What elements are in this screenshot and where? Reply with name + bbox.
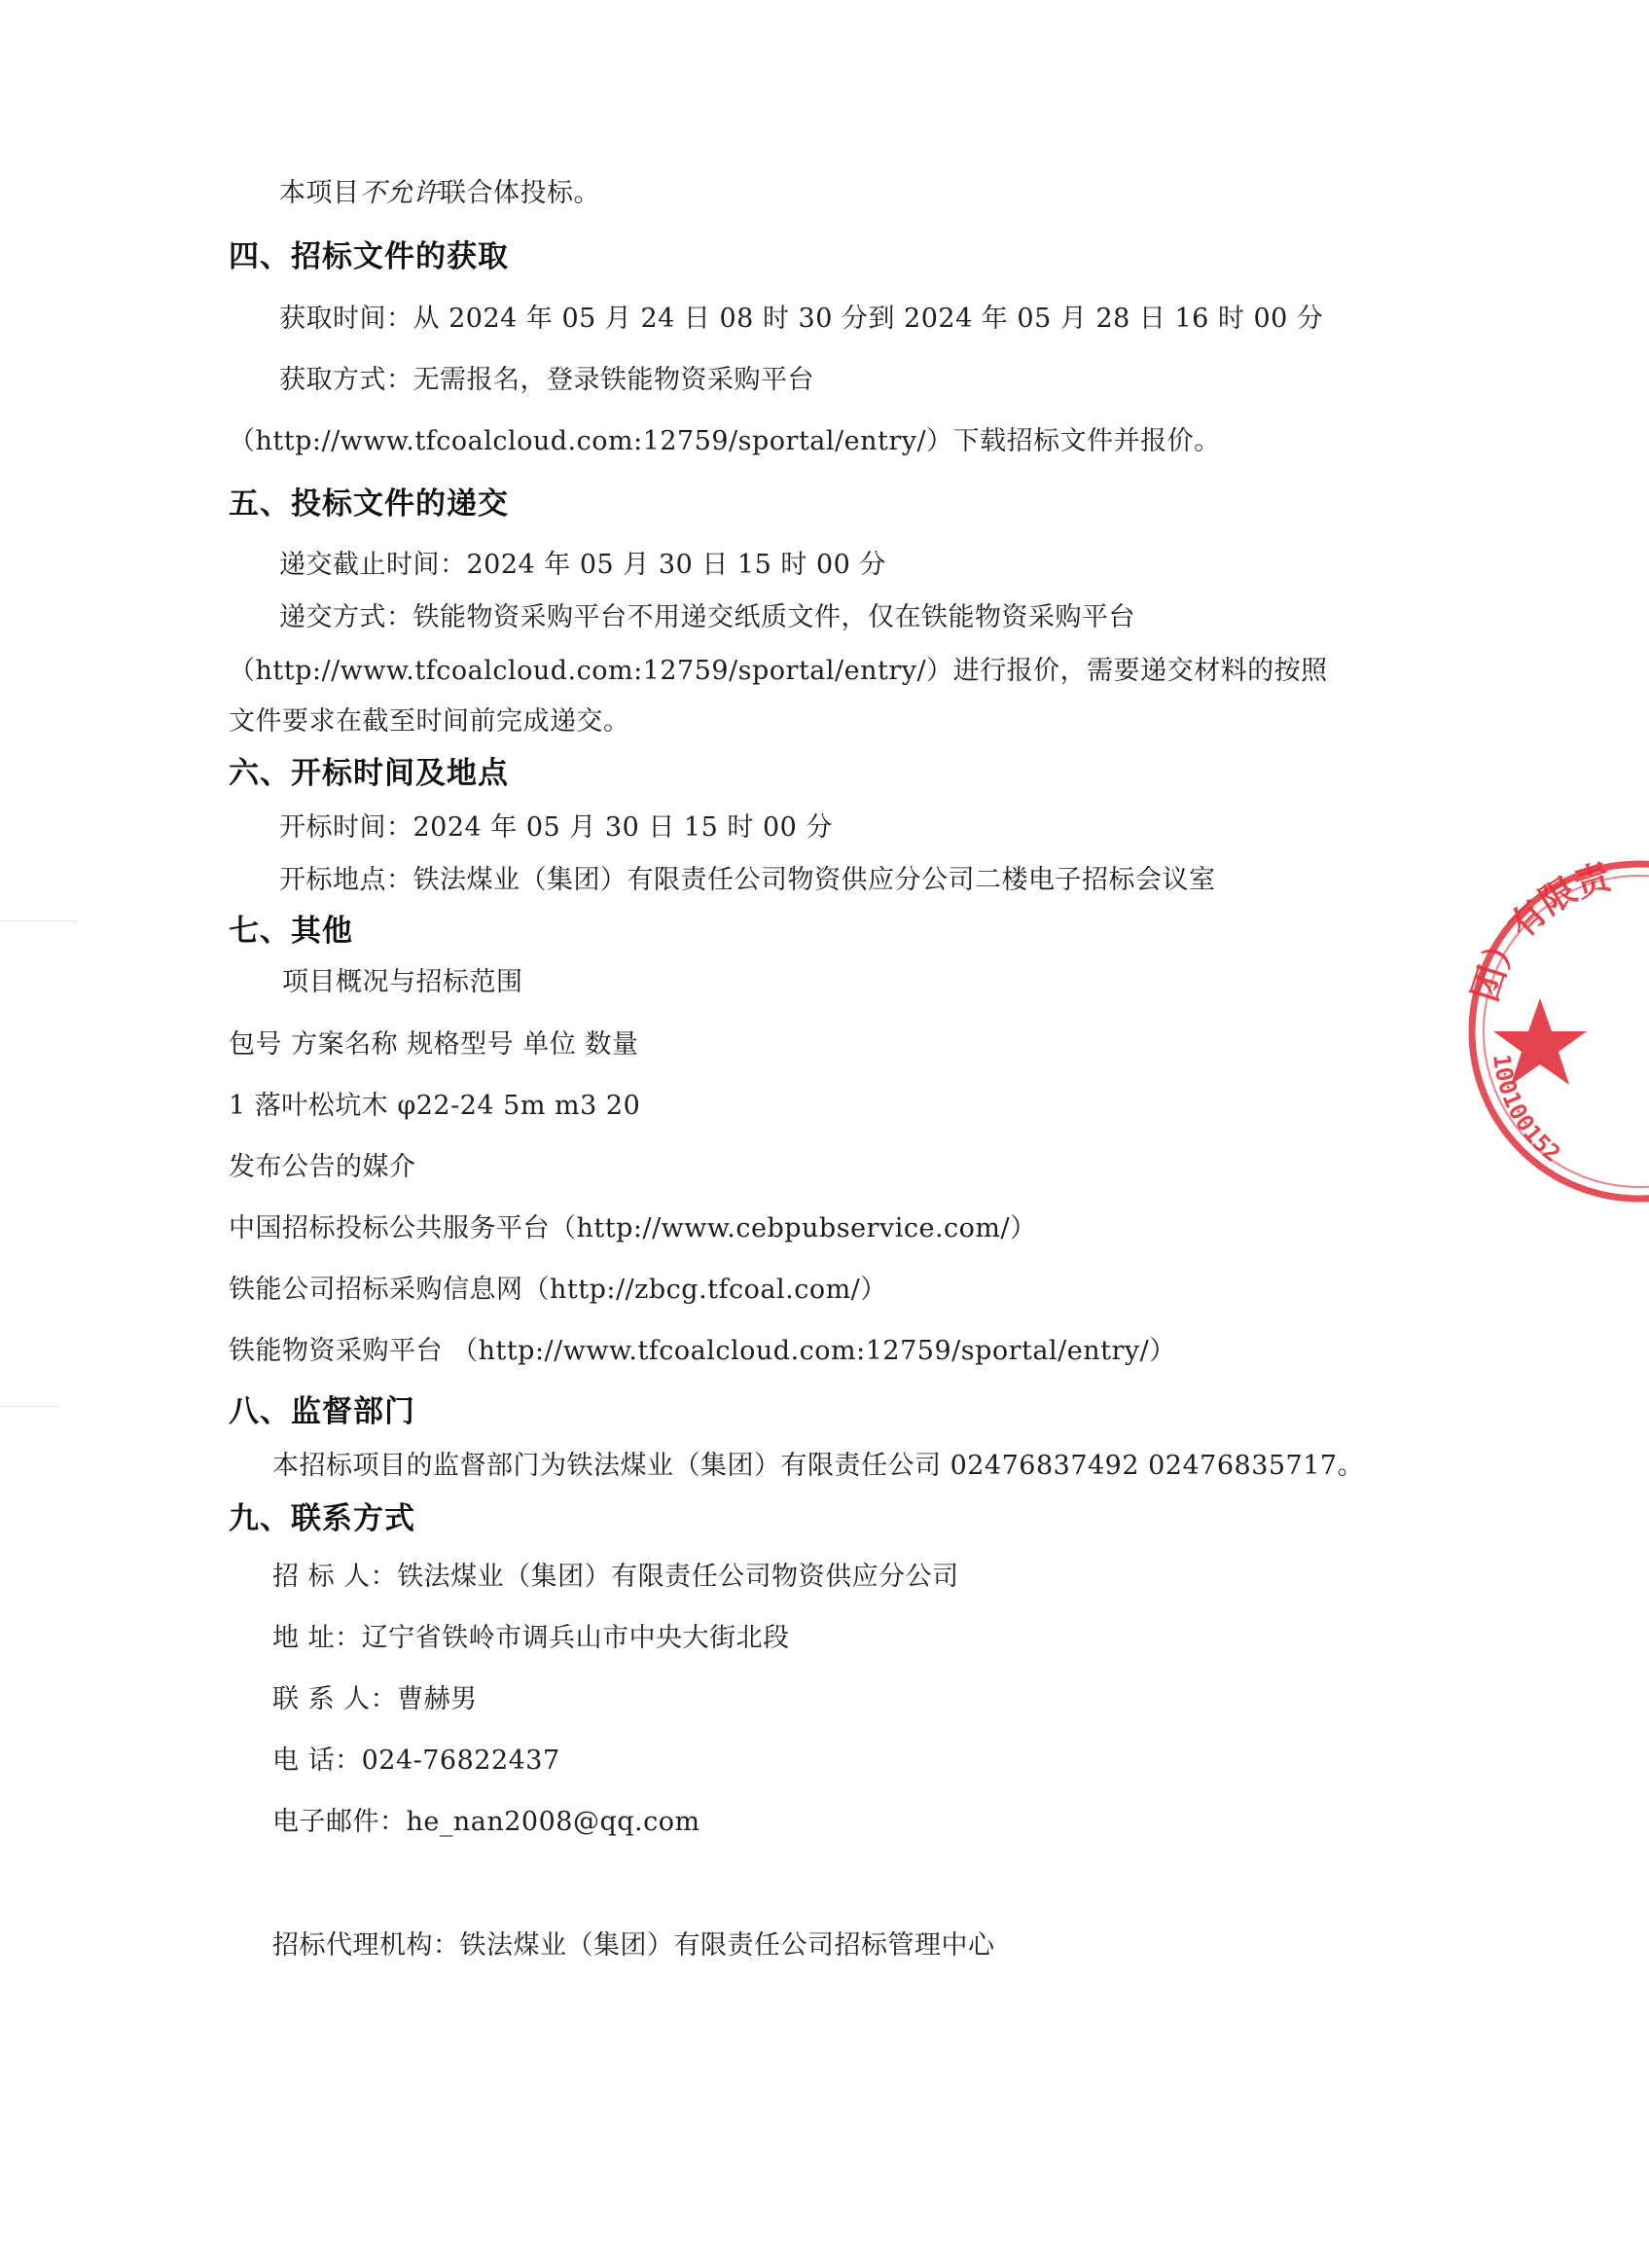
section-8-heading: 八、监督部门 [229, 1394, 415, 1429]
media-item: 铁能公司招标采购信息网（http://zbcg.tfcoal.com/） [229, 1275, 887, 1305]
section-4-heading: 四、招标文件的获取 [229, 239, 509, 274]
sec6-place: 开标地点：铁法煤业（集团）有限责任公司物资供应分公司二楼电子招标会议室 [279, 865, 1216, 895]
sec4-method: 获取方式：无需报名，登录铁能物资采购平台 [279, 365, 814, 395]
official-seal [1454, 856, 1649, 1206]
items-table-row: 1 落叶松坑木 φ22-24 5m m3 20 [229, 1091, 641, 1121]
scan-artifact-line [0, 920, 78, 921]
section-7-heading: 七、其他 [229, 914, 353, 949]
sec5-method-cont2: 文件要求在截至时间前完成递交。 [229, 706, 630, 737]
sec6-time: 开标时间：2024 年 05 月 30 日 15 时 00 分 [279, 812, 833, 843]
contact-person: 联 系 人：曹赫男 [272, 1684, 478, 1714]
sec7-overview: 项目概况与招标范围 [282, 967, 523, 997]
union-bidding-line: 本项目不允许联合体投标。 [279, 178, 600, 208]
media-title: 发布公告的媒介 [229, 1152, 416, 1182]
contact-phone: 电 话：024-76822437 [272, 1746, 560, 1776]
contact-tenderer: 招 标 人：铁法煤业（集团）有限责任公司物资供应分公司 [272, 1562, 959, 1592]
union-emphasis: 不允许 [359, 178, 440, 208]
supervision-text: 本招标项目的监督部门为铁法煤业（集团）有限责任公司 02476837492 02476835717。 [272, 1451, 1365, 1481]
media-item: 铁能物资采购平台 （http://www.tfcoalcloud.com:12759/sportal/entry/） [229, 1336, 1176, 1366]
seal-text-bottom: 100100152 [1488, 1052, 1566, 1169]
sec4-time: 获取时间：从 2024 年 05 月 24 日 08 时 30 分到 2024 年 05 月 28 日 16 时 00 分 [279, 304, 1324, 334]
items-table-header: 包号 方案名称 规格型号 单位 数量 [229, 1029, 639, 1060]
sec4-method-cont: （http://www.tfcoalcloud.com:12759/sportal/entry/）下载招标文件并报价。 [229, 426, 1221, 456]
sec5-deadline: 递交截止时间：2024 年 05 月 30 日 15 时 00 分 [279, 550, 886, 580]
scan-artifact-line [0, 1406, 58, 1407]
sec5-method-cont1: （http://www.tfcoalcloud.com:12759/sportal/entry/）进行报价，需要递交材料的按照 [229, 656, 1328, 686]
contact-address: 地 址：辽宁省铁岭市调兵山市中央大街北段 [272, 1623, 790, 1653]
sec5-method: 递交方式：铁能物资采购平台不用递交纸质文件，仅在铁能物资采购平台 [279, 602, 1135, 632]
media-item: 中国招标投标公共服务平台（http://www.cebpubservice.com/） [229, 1213, 1037, 1243]
section-5-heading: 五、投标文件的递交 [229, 486, 509, 522]
contact-email: 电子邮件：he_nan2008@qq.com [272, 1807, 700, 1837]
agency-line: 招标代理机构：铁法煤业（集团）有限责任公司招标管理中心 [272, 1930, 995, 1961]
seal-text-top: 团）有限责 [1464, 855, 1616, 1007]
section-6-heading: 六、开标时间及地点 [229, 756, 509, 791]
section-9-heading: 九、联系方式 [229, 1501, 415, 1536]
